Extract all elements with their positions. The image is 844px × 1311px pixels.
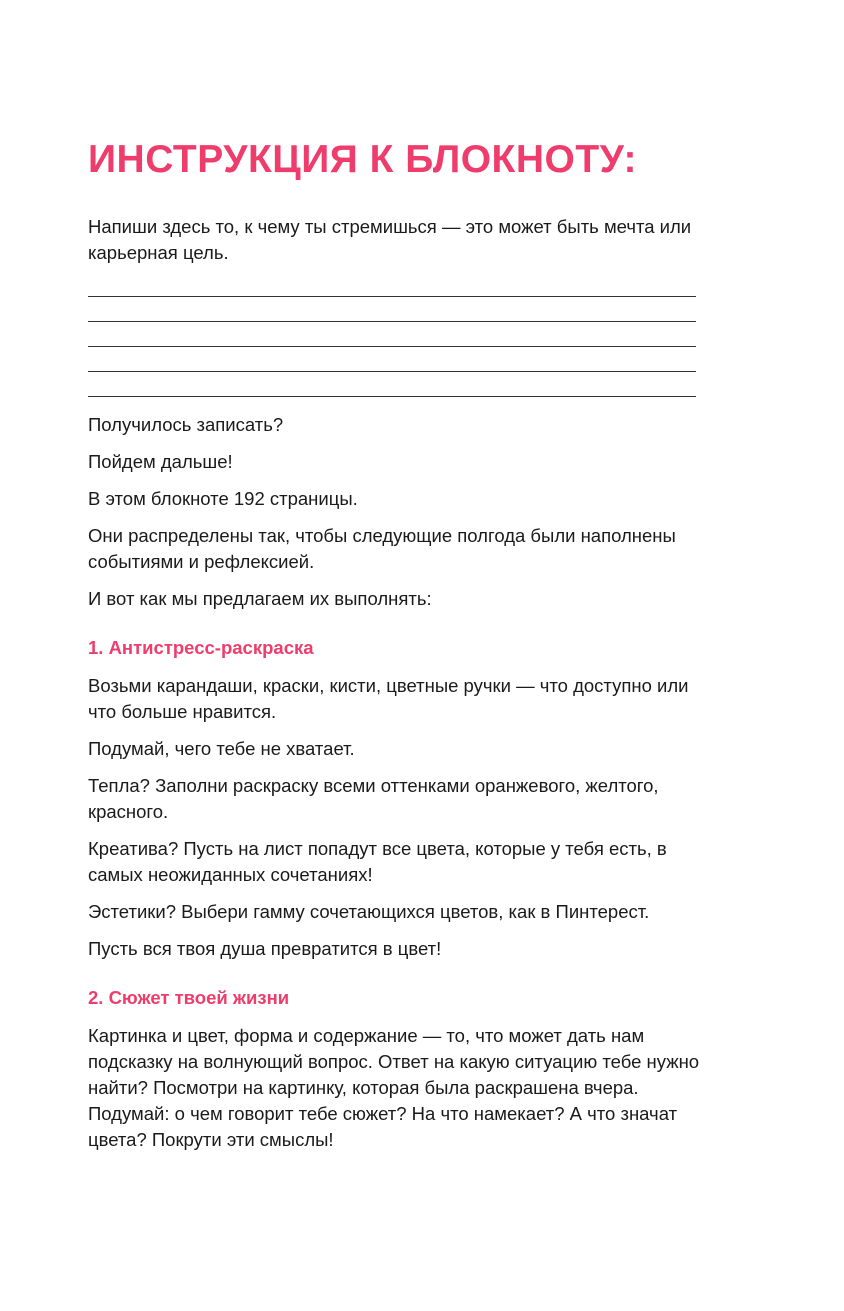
paragraph: Получилось записать? <box>88 414 284 435</box>
paragraph: Они распределены так, чтобы следующие полгода были наполнены событиями и рефлексией. <box>88 525 676 572</box>
paragraph: Креатива? Пусть на лист попадут все цвета, которые у тебя есть, в самых неожиданных сочетаниях! <box>88 838 667 885</box>
section-heading-coloring: 1. Антистресс-раскраска <box>88 637 314 658</box>
writing-line[interactable] <box>88 346 696 347</box>
writing-line[interactable] <box>88 371 696 372</box>
paragraph: В этом блокноте 192 страницы. <box>88 488 358 509</box>
paragraph: Эстетики? Выбери гамму сочетающихся цветов, как в Пинтерест. <box>88 901 650 922</box>
paragraph: И вот как мы предлагаем их выполнять: <box>88 588 432 609</box>
paragraph: Возьми карандаши, краски, кисти, цветные ручки — что доступно или что больше нравится. <box>88 675 689 722</box>
section-heading-life-plot: 2. Сюжет твоей жизни <box>88 987 290 1008</box>
writing-line[interactable] <box>88 396 696 397</box>
writing-lines[interactable] <box>88 296 696 421</box>
paragraph: Тепла? Заполни раскраску всеми оттенками оранжевого, желтого, красного. <box>88 775 659 822</box>
intro-text: Напиши здесь то, к чему ты стремишься — это может быть мечта или карьерная цель. <box>88 216 692 263</box>
paragraph: Картинка и цвет, форма и содержание — то, что может дать нам подсказку на волнующий вопрос. Ответ на какую ситуацию тебе нужно найти? Посмотри на картинку, которая была раскрашена вчера. Подумай: о чем говорит тебе сюжет? На что намекает? А что значат цвета? Покрути эти смыслы! <box>88 1025 700 1150</box>
writing-line[interactable] <box>88 321 696 322</box>
paragraph: Пойдем дальше! <box>88 451 233 472</box>
paragraph: Подумай, чего тебе не хватает. <box>88 738 355 759</box>
paragraph: Пусть вся твоя душа превратится в цвет! <box>88 938 442 959</box>
writing-line[interactable] <box>88 296 696 297</box>
instructions-body <box>88 412 708 1164</box>
page-title: ИНСТРУКЦИЯ К БЛОКНОТУ: <box>88 138 637 181</box>
